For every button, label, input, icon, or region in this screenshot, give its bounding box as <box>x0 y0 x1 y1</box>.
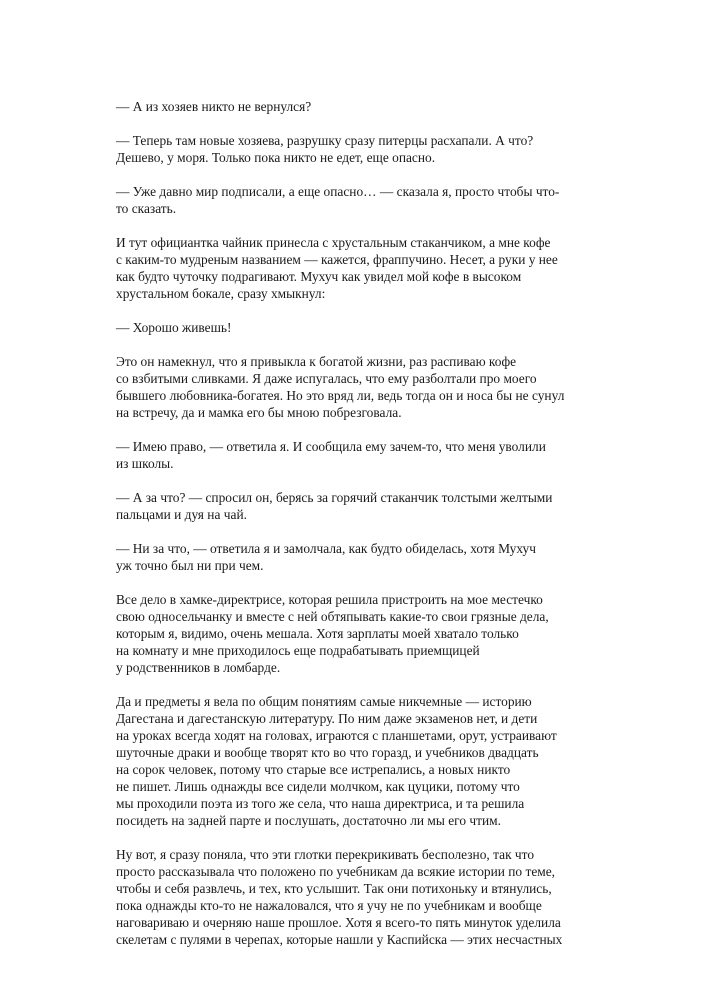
text-line: не пишет. Лишь однажды все сидели молчком, как цуцики, потому что <box>116 779 520 794</box>
text-line: скелетам с пулями в черепах, которые нашли у Каспийска — этих несчастных <box>116 932 563 947</box>
paragraph <box>116 540 596 574</box>
text-line: чтобы и себя развлечь, и тех, кто услышит. Так они потихоньку и втянулись, <box>116 881 552 896</box>
paragraph <box>116 846 596 948</box>
text-line: на комнату и мне приходилось еще подрабатывать приемщицей <box>116 643 480 658</box>
text-line: — А из хозяев никто не вернулся? <box>116 99 312 114</box>
text-line: мы проходили поэта из того же села, что наша директриса, и та решила <box>116 796 525 811</box>
text-line: с каким-то мудреным названием — кажется, фраппучино. Несет, а руки у нее <box>116 252 558 267</box>
paragraph <box>116 693 596 829</box>
text-line: Да и предметы я вела по общим понятиям самые никчемные — историю <box>116 694 532 709</box>
text-line: из школы. <box>116 456 174 471</box>
text-line: на встречу, да и мамка его бы мною побрезговала. <box>116 405 402 420</box>
text-line: — Уже давно мир подписали, а еще опасно… — сказала я, просто чтобы что- <box>116 184 560 199</box>
paragraph <box>116 132 596 166</box>
text-line: у родственников в ломбарде. <box>116 660 281 675</box>
text-line: уж точно был ни при чем. <box>116 558 264 573</box>
text-line: — Ни за что, — ответила я и замолчала, как будто обиделась, хотя Мухуч <box>116 541 536 556</box>
text-line: просто рассказывала что положено по учебникам да всякие истории по теме, <box>116 864 556 879</box>
text-line: хрустальном бокале, сразу хмыкнул: <box>116 286 326 301</box>
text-line: Дешево, у моря. Только пока никто не едет, еще опасно. <box>116 150 436 165</box>
text-line: свою односельчанку и вместе с ней обтяпывать какие-то свои грязные дела, <box>116 609 549 624</box>
document-page <box>116 98 596 965</box>
paragraph <box>116 438 596 472</box>
text-line: Все дело в хамке-директрисе, которая решила пристроить на мое местечко <box>116 592 543 607</box>
paragraph <box>116 183 596 217</box>
paragraph <box>116 591 596 676</box>
text-line: то сказать. <box>116 201 177 216</box>
text-line: И тут официантка чайник принесла с хрустальным стаканчиком, а мне кофе <box>116 235 551 250</box>
text-line: Это он намекнул, что я привыкла к богатой жизни, раз распиваю кофе <box>116 354 517 369</box>
text-line: пальцами и дуя на чай. <box>116 507 247 522</box>
paragraph <box>116 489 596 523</box>
text-line: — Хорошо живешь! <box>116 320 232 335</box>
text-line: — Теперь там новые хозяева, разрушку сразу питерцы расхапали. А что? <box>116 133 534 148</box>
text-line: как будто чуточку подрагивают. Мухуч как увидел мой кофе в высоком <box>116 269 522 284</box>
text-line: на сорок человек, потому что старые все истрепались, а новых никто <box>116 762 511 777</box>
text-line: на уроках всегда ходят на головах, играются с планшетами, орут, устраивают <box>116 728 557 743</box>
paragraph <box>116 98 596 115</box>
paragraph <box>116 234 596 302</box>
text-line: Ну вот, я сразу поняла, что эти глотки перекрикивать бесполезно, так что <box>116 847 535 862</box>
text-line: которым я, видимо, очень мешала. Хотя зарплаты моей хватало только <box>116 626 519 641</box>
text-line: шуточные драки и вообще творят кто во что горазд, и учебников двадцать <box>116 745 539 760</box>
text-line: бывшего любовника-богатея. Но это вряд ли, ведь тогда он и носа бы не сунул <box>116 388 565 403</box>
text-line: наговариваю и очерняю наше прошлое. Хотя я всего-то пять минуток уделила <box>116 915 561 930</box>
text-line: со взбитыми сливками. Я даже испугалась, что ему разболтали про моего <box>116 371 537 386</box>
text-line: — Имею право, — ответила я. И сообщила ему зачем-то, что меня уволили <box>116 439 546 454</box>
paragraph <box>116 353 596 421</box>
text-line: посидеть на задней парте и послушать, достаточно ли мы его чтим. <box>116 813 501 828</box>
text-line: Дагестана и дагестанскую литературу. По ним даже экзаменов нет, и дети <box>116 711 538 726</box>
text-line: пока однажды кто-то не нажаловался, что я учу не по учебникам и вообще <box>116 898 542 913</box>
paragraph <box>116 319 596 336</box>
text-line: — А за что? — спросил он, берясь за горячий стаканчик толстыми желтыми <box>116 490 553 505</box>
